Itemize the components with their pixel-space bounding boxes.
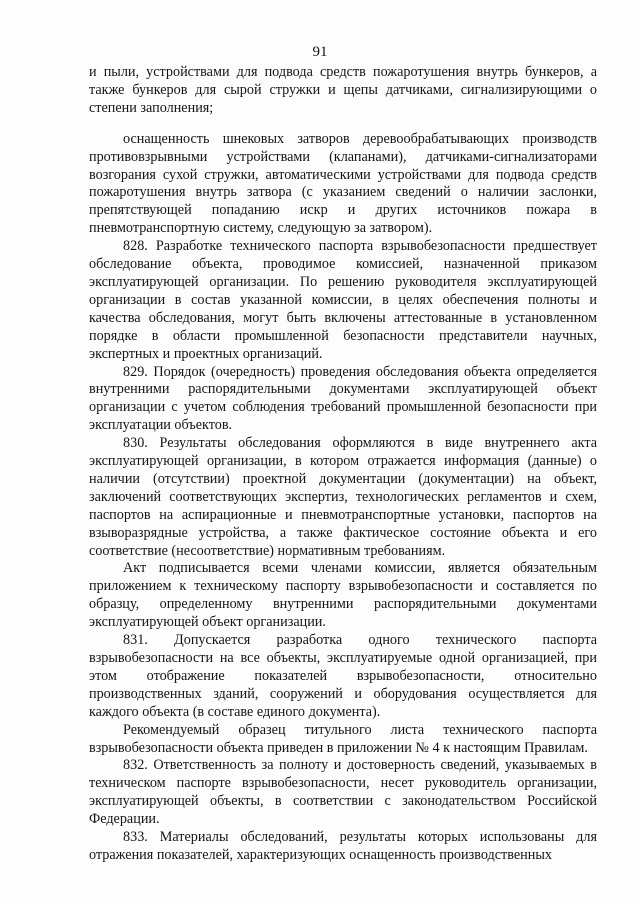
paragraph-continuation: и пыли, устройствами для подвода средств пожаротушения внутрь бункеров, а также бункеров для сырой стружки и щепы датчиками, сигнализирующими о степени заполнения; — [89, 64, 597, 116]
paragraph-shnek-zatvory: оснащенность шнековых затворов деревообрабатывающих производств противовзрывными устройствами (клапанами), датчиками-сигнализаторами возгорания сухой стружки, автоматическими устройствами для подвода средств пожаротушения внутрь затвора (с указанием сведений о наличии заслонки, препятствующей попаданию искр и других источников пожара в пневмотранспортную систему, следующую за затвором). — [89, 130, 597, 237]
paragraph-831: 831. Допускается разработка одного технического паспорта взрывобезопасности на все объекты, эксплуатируемые одной организацией, при этом отображение показателей взрывобезопасности, относительно производственных зданий, сооружений и оборудования осуществляется для каждого объекта (в составе единого документа). — [89, 632, 597, 720]
paragraph-828: 828. Разработке технического паспорта взрывобезопасности предшествует обследование объекта, проводимое комиссией, назначенной приказом эксплуатирующей организации. По решению руководителя эксплуатирующей организации в состав указанной комиссии, в целях обеспечения полноты и качества обследования, могут быть включены аттестованные в установленном порядке в области промышленной безопасности представители научных, экспертных и проектных организаций. — [89, 238, 597, 362]
paragraph-832: 832. Ответственность за полноту и достоверность сведений, указываемых в техническом паспорте взрывобезопасности, несет руководитель организации, эксплуатирующей объекты, в соответствии с законодательством Российской Федерации. — [89, 757, 597, 828]
paragraph-829: 829. Порядок (очередность) проведения обследования объекта определяется внутренними распорядительными документами эксплуатирующей объект организации с учетом соблюдения требований промышленной безопасности при эксплуатации объектов. — [89, 363, 597, 434]
paragraph-obrazec: Рекомендуемый образец титульного листа технического паспорта взрывобезопасности объекта приведен в приложении № 4 к настоящим Правилам. — [89, 721, 597, 756]
document-body — [89, 64, 597, 865]
paragraph-akt: Акт подписывается всеми членами комиссии, является обязательным приложением к техническому паспорту взрывобезопасности и составляется по образцу, определенному внутренними распорядительными документами эксплуатирующей объект организации. — [89, 560, 597, 631]
paragraph-830: 830. Результаты обследования оформляются в виде внутреннего акта эксплуатирующей организации, в котором отражается информация (данные) о наличии (отсутствии) проектной документации (документации) на объект, заключений соответствующих экспертиз, технологических регламентов и схем, паспортов на аспирационные и пневмотранспортные установки, паспортов на взыворазрядные устройства, а также фактическое состояние объекта и его соответствие (несоответствие) нормативным требованиям. — [89, 435, 597, 559]
page-number: 91 — [312, 44, 328, 60]
paragraph-833: 833. Материалы обследований, результаты которых использованы для отражения показателей, характеризующих оснащенность производственных — [89, 829, 597, 863]
